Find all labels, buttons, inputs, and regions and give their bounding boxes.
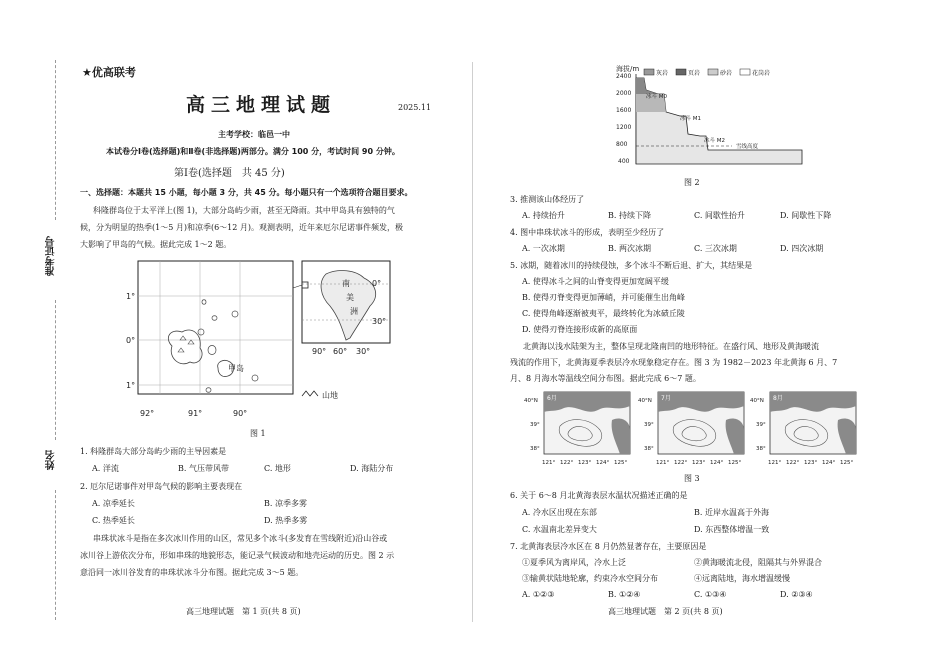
q3-option-c[interactable]: C. 间歇性抬升 — [694, 211, 745, 220]
sst-map-july — [658, 392, 744, 454]
cirque-m2-label: 冰斗 M2 — [704, 138, 725, 144]
svg-text:1600: 1600 — [616, 107, 632, 114]
lat-label-0: 0° — [126, 336, 136, 345]
page-title: 高三地理试题 — [186, 94, 337, 116]
q4-option-d[interactable]: D. 四次冰期 — [780, 244, 824, 253]
q6-option-b[interactable]: B. 近岸水温高于外海 — [694, 508, 769, 517]
legend-granite-swatch — [740, 69, 750, 75]
section-title: 第Ⅰ卷(选择题 共 45 分) — [174, 168, 285, 179]
svg-text:125°: 125° — [728, 460, 742, 466]
page-divider — [472, 62, 473, 622]
svg-text:123°: 123° — [804, 460, 818, 466]
svg-text:400: 400 — [618, 158, 630, 165]
svg-text:40°N: 40°N — [750, 398, 764, 404]
q7-statement-2: ②黄海暖流北侵，阻隔其与外界混合 — [694, 558, 822, 567]
binding-line-middle — [55, 300, 56, 440]
q5-option-c[interactable]: C. 使得角峰逐渐被夷平，最终转化为冰碛丘陵 — [522, 309, 685, 318]
inset-lon-30: 30° — [356, 347, 371, 356]
legend-shale-swatch — [676, 69, 686, 75]
svg-text:39°: 39° — [530, 422, 540, 428]
q1-option-b[interactable]: B. 气压带风带 — [178, 464, 229, 473]
svg-text:8月: 8月 — [773, 395, 783, 402]
q7-statement-4: ④远离陆地，海水增温缓慢 — [694, 574, 790, 583]
inset-label-south: 南 — [342, 279, 350, 288]
q5-option-a[interactable]: A. 使得冰斗之间的山脊变得更加宽阔平缓 — [522, 277, 669, 286]
snowline-label: 雪线高度 — [736, 144, 759, 150]
legend-limestone-swatch — [644, 69, 654, 75]
binding-line-bottom — [55, 490, 56, 620]
q7-option-c[interactable]: C. ①③④ — [694, 590, 727, 599]
figure-1-map — [120, 258, 420, 422]
svg-text:121°: 121° — [768, 460, 782, 466]
q3-option-b[interactable]: B. 持续下降 — [608, 211, 651, 220]
lon-label-92: 92° — [140, 409, 155, 418]
q1-option-c[interactable]: C. 地形 — [264, 464, 291, 473]
svg-text:1200: 1200 — [616, 124, 632, 131]
q6-option-c[interactable]: C. 水温南北差异变大 — [522, 525, 597, 534]
svg-text:2000: 2000 — [616, 90, 632, 97]
footer-page-2: 高三地理试题 第 2 页(共 8 页) — [608, 607, 723, 616]
q4-option-a[interactable]: A. 一次冰期 — [522, 244, 565, 253]
lon-label-91: 91° — [188, 409, 203, 418]
q7-statement-3: ③输黄状陆地轮廓，约束冷水空间分布 — [522, 574, 658, 583]
svg-text:122°: 122° — [674, 460, 688, 466]
figure-3-caption: 图 3 — [684, 474, 700, 483]
binding-line-top — [55, 60, 56, 220]
q7-option-b[interactable]: B. ①②④ — [608, 590, 641, 599]
q4-option-b[interactable]: B. 两次冰期 — [608, 244, 651, 253]
exam-number-label: 准考证号 — [46, 236, 57, 276]
svg-text:40°N: 40°N — [524, 398, 538, 404]
svg-text:砂岩: 砂岩 — [720, 70, 733, 77]
inset-label-america: 美 — [346, 293, 354, 302]
footer-page-1: 高三地理试题 第 1 页(共 8 页) — [186, 607, 301, 616]
cirque-m0-label: 冰斗 M0 — [646, 94, 667, 100]
q4-option-c[interactable]: C. 三次冰期 — [694, 244, 737, 253]
svg-text:125°: 125° — [614, 460, 628, 466]
svg-text:121°: 121° — [656, 460, 670, 466]
sst-map-august — [770, 392, 856, 454]
inset-label-continent: 洲 — [350, 307, 358, 316]
island-jia-label: 甲岛 — [228, 364, 244, 373]
figure-2-cirque-profile — [612, 64, 822, 174]
inset-lon-90: 90° — [312, 347, 327, 356]
inset-lat-0: 0° — [372, 279, 382, 288]
figure-2-caption: 图 2 — [684, 178, 700, 187]
q7-statement-1: ①夏季风为离岸风，冷水上泛 — [522, 558, 626, 567]
cirque-m1-label: 冰斗 M1 — [680, 116, 701, 122]
svg-text:800: 800 — [616, 141, 628, 148]
figure-2-axis-title: 海拔/m — [616, 65, 640, 73]
q6-option-a[interactable]: A. 冷水区出现在东部 — [522, 508, 597, 517]
svg-text:39°: 39° — [756, 422, 766, 428]
inset-lat-30: 30° — [372, 317, 387, 326]
svg-text:灰岩: 灰岩 — [656, 70, 669, 77]
q3-option-d[interactable]: D. 间歇性下降 — [780, 211, 832, 220]
svg-text:40°N: 40°N — [638, 398, 652, 404]
q1-option-a[interactable]: A. 洋流 — [92, 464, 119, 473]
legend-mountain-label: 山地 — [322, 391, 338, 400]
brand-label: ★优高联考 — [82, 66, 136, 79]
svg-text:39°: 39° — [644, 422, 654, 428]
svg-text:124°: 124° — [596, 460, 610, 466]
svg-text:页岩: 页岩 — [688, 70, 701, 77]
sst-map-june — [544, 392, 630, 454]
name-label: 姓名 — [46, 450, 57, 470]
exam-date: 2025.11 — [398, 103, 432, 112]
part-intro: 一、选择题：本题共 15 小题，每小题 3 分，共 45 分。每小题只有一个选项符合题目要求。 — [80, 188, 413, 197]
svg-text:38°: 38° — [644, 446, 654, 452]
host-school: 主考学校：临邑一中 — [218, 130, 290, 139]
svg-text:6月: 6月 — [547, 395, 557, 402]
svg-text:125°: 125° — [840, 460, 854, 466]
svg-text:2400: 2400 — [616, 73, 632, 80]
q7-option-d[interactable]: D. ②③④ — [780, 590, 813, 599]
inset-lon-60: 60° — [333, 347, 348, 356]
svg-text:38°: 38° — [756, 446, 766, 452]
q2-option-c[interactable]: C. 热季延长 — [92, 516, 135, 525]
exam-instructions: 本试卷分Ⅰ卷(选择题)和Ⅱ卷(非选择题)两部分。满分 100 分，考试时间 90 分钟。 — [106, 147, 400, 156]
lon-label-90: 90° — [233, 409, 248, 418]
q2-option-b[interactable]: B. 凉季多雾 — [264, 499, 307, 508]
svg-text:124°: 124° — [710, 460, 724, 466]
mountain-legend-icon — [302, 391, 318, 396]
lat-label-1s: 1° — [126, 381, 136, 390]
svg-text:123°: 123° — [578, 460, 592, 466]
q6-option-d[interactable]: D. 东西整体增温一致 — [694, 525, 770, 534]
svg-text:124°: 124° — [822, 460, 836, 466]
q5-option-b[interactable]: B. 使得刃脊变得更加薄峭，并可能催生出角峰 — [522, 293, 685, 302]
q2-option-a[interactable]: A. 凉季延长 — [92, 499, 135, 508]
svg-text:122°: 122° — [786, 460, 800, 466]
svg-text:7月: 7月 — [661, 395, 671, 402]
legend-sandstone-swatch — [708, 69, 718, 75]
q7-option-a[interactable]: A. ①②③ — [522, 590, 555, 599]
q5-option-d[interactable]: D. 使得刃脊连接形成新的高原面 — [522, 325, 638, 334]
svg-text:123°: 123° — [692, 460, 706, 466]
figure-1-caption: 图 1 — [250, 429, 266, 438]
lat-label-1n: 1° — [126, 292, 136, 301]
q2-option-d[interactable]: D. 热季多雾 — [264, 516, 308, 525]
figure-3-sst-maps — [520, 390, 900, 470]
svg-text:花岗岩: 花岗岩 — [752, 70, 771, 77]
svg-text:38°: 38° — [530, 446, 540, 452]
q1-option-d[interactable]: D. 海陆分布 — [350, 464, 394, 473]
q3-option-a[interactable]: A. 持续抬升 — [522, 211, 565, 220]
svg-text:122°: 122° — [560, 460, 574, 466]
svg-text:121°: 121° — [542, 460, 556, 466]
